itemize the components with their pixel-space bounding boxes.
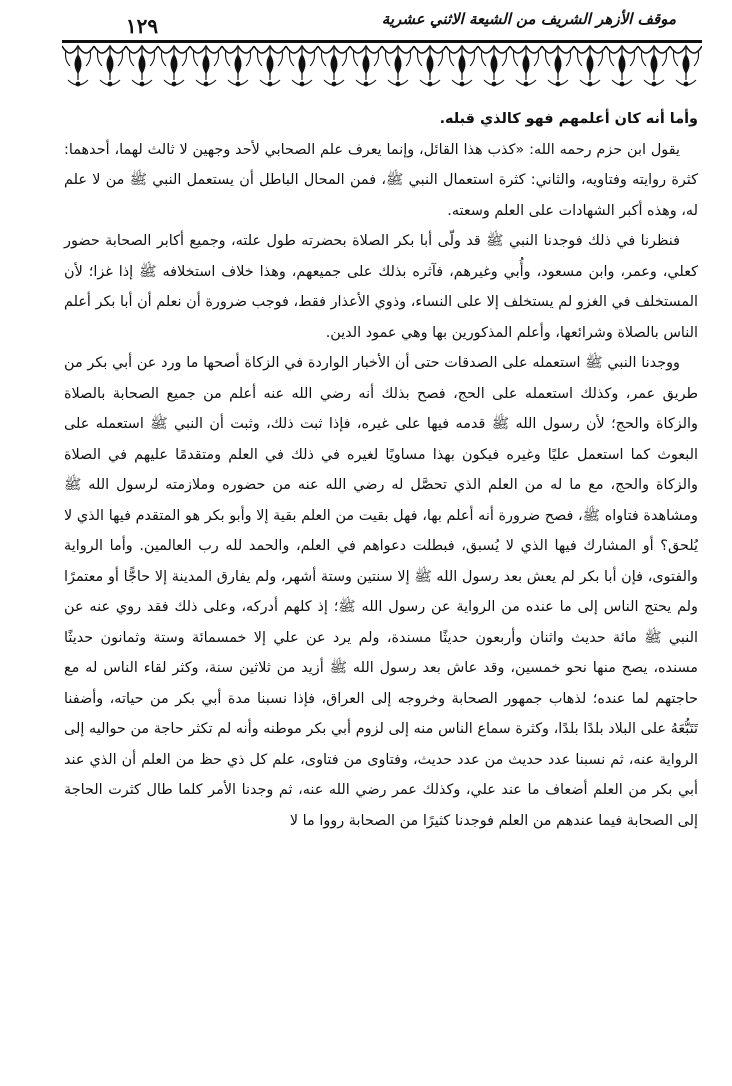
page-number: ١٢٩ [125, 14, 159, 38]
paragraph-heading: وأما أنه كان أعلمهم فهو كالذي قبله. [439, 111, 698, 127]
main-text [64, 104, 698, 836]
paragraph: ووجدنا النبي ﷺ استعمله على الصدقات حتى أن الأخبار الواردة في الزكاة أصحها ما ورد عن أبي بكر من طريق عمر، وكذلك استعمله على الحج، فصح بذلك أنه رضي الله عنه أعلم من جميع الصحابة بالصلاة والزكاة والحج؛ لأن رسول الله ﷺ قدمه فيها على غيره، فإذا ثبت ذلك، وثبت أن النبي ﷺ استعمله على البعوث كما استعمل عليًا وغيره فيكون بهذا مساويًا لغيره في ذلك في العلم ومتقدمًا عليهم في الصلاة والزكاة والحج، مع ما له من العلم الذي تحصَّل له رضي الله عنه من حضوره وملازمته لرسول الله ﷺ ومشاهدة فتاواه ﷺ، فصح ضرورة أنه أعلم بها، فهل بقيت من العلم بقية إلا وأبو بكر هو المتقدم فيها الذي لا يُلحق؟ أو المشارك فيها الذي لا يُسبق، فبطلت دعواهم في العلم، والحمد لله رب العالمين. وأما الرواية والفتوى، فإن أبا بكر لم يعش بعد رسول الله ﷺ إلا سنتين وستة أشهر، ولم يفارق المدينة إلا حاجًّا أو معتمرًا ولم يحتج الناس إلى ما عنده من الرواية عن رسول الله ﷺ؛ إذ كلهم أدركه، وعلى ذلك فقد روي عنه عن النبي ﷺ مائة حديث واثنان وأربعون حديثًا مسندة، ولم يرد عن علي إلا خمسمائة وستة وثمانون حديثًا مسنده، يصح منها نحو خمسين، وقد عاش بعد رسول الله ﷺ أزيد من ثلاثين سنة، وكثر لقاء الناس له مع حاجتهم لما عنده؛ لذهاب جمهور الصحابة وخروجه إلى العراق، فإذا نسبنا مدة أبي بكر من حياته، وأضفنا تَتَبُّعَهُ على البلاد بلدًا بلدًا، وكثرة سماع الناس منه إلى لزوم أبي بكر موطنه وأنه لم تكثر حاجة من حواليه إلى الرواية عنه، ثم نسبنا عدد حديث من عدد حديث، وفتاوى من فتاوى، علم كل ذي حظ من العلم أن الذي عند أبي بكر من العلم أضعاف ما عند علي، وكذلك عمر رضي الله عنه، ثم وجدنا الأمر كلما طال كثرت الحاجة إلى الصحابة فيما عندهم من العلم فوجدنا كثيرًا من الصحابة رووا ما لا [64, 355, 698, 829]
ornamental-border [62, 40, 702, 92]
running-title: موقف الأزهر الشريف من الشيعة الاثني عشرية [381, 10, 676, 28]
paragraph: يقول ابن حزم رحمه الله: «كذب هذا القائل، وإنما يعرف علم الصحابي لأحد وجهين لا ثالث لهما، أحدهما: كثرة روايته وفتاويه، والثاني: كثرة استعمال النبي ﷺ، فمن المحال الباطل أن يستعمل النبي ﷺ من لا علم له، وهذه أكبر الشهادات على العلم وسعته. [64, 141, 698, 219]
paragraph: فنظرنا في ذلك فوجدنا النبي ﷺ قد ولّى أبا بكر الصلاة بحضرته طول علته، وجميع أكابر الصحابة حضور كعلي، وعمر، وابن مسعود، وأُبي وغيرهم، فآثره بذلك على جميعهم، وهذا خلاف استخلافه ﷺ إذا غزا؛ لأن المستخلف في الغزو لم يستخلف إلا على النساء، وذوي الأعذار فقط، فوجب ضرورة أن نعلم أن أبا بكر أعلم الناس بالصلاة وشرائعها، وأعلم المذكورين بها وهي عمود الدين. [64, 233, 698, 341]
